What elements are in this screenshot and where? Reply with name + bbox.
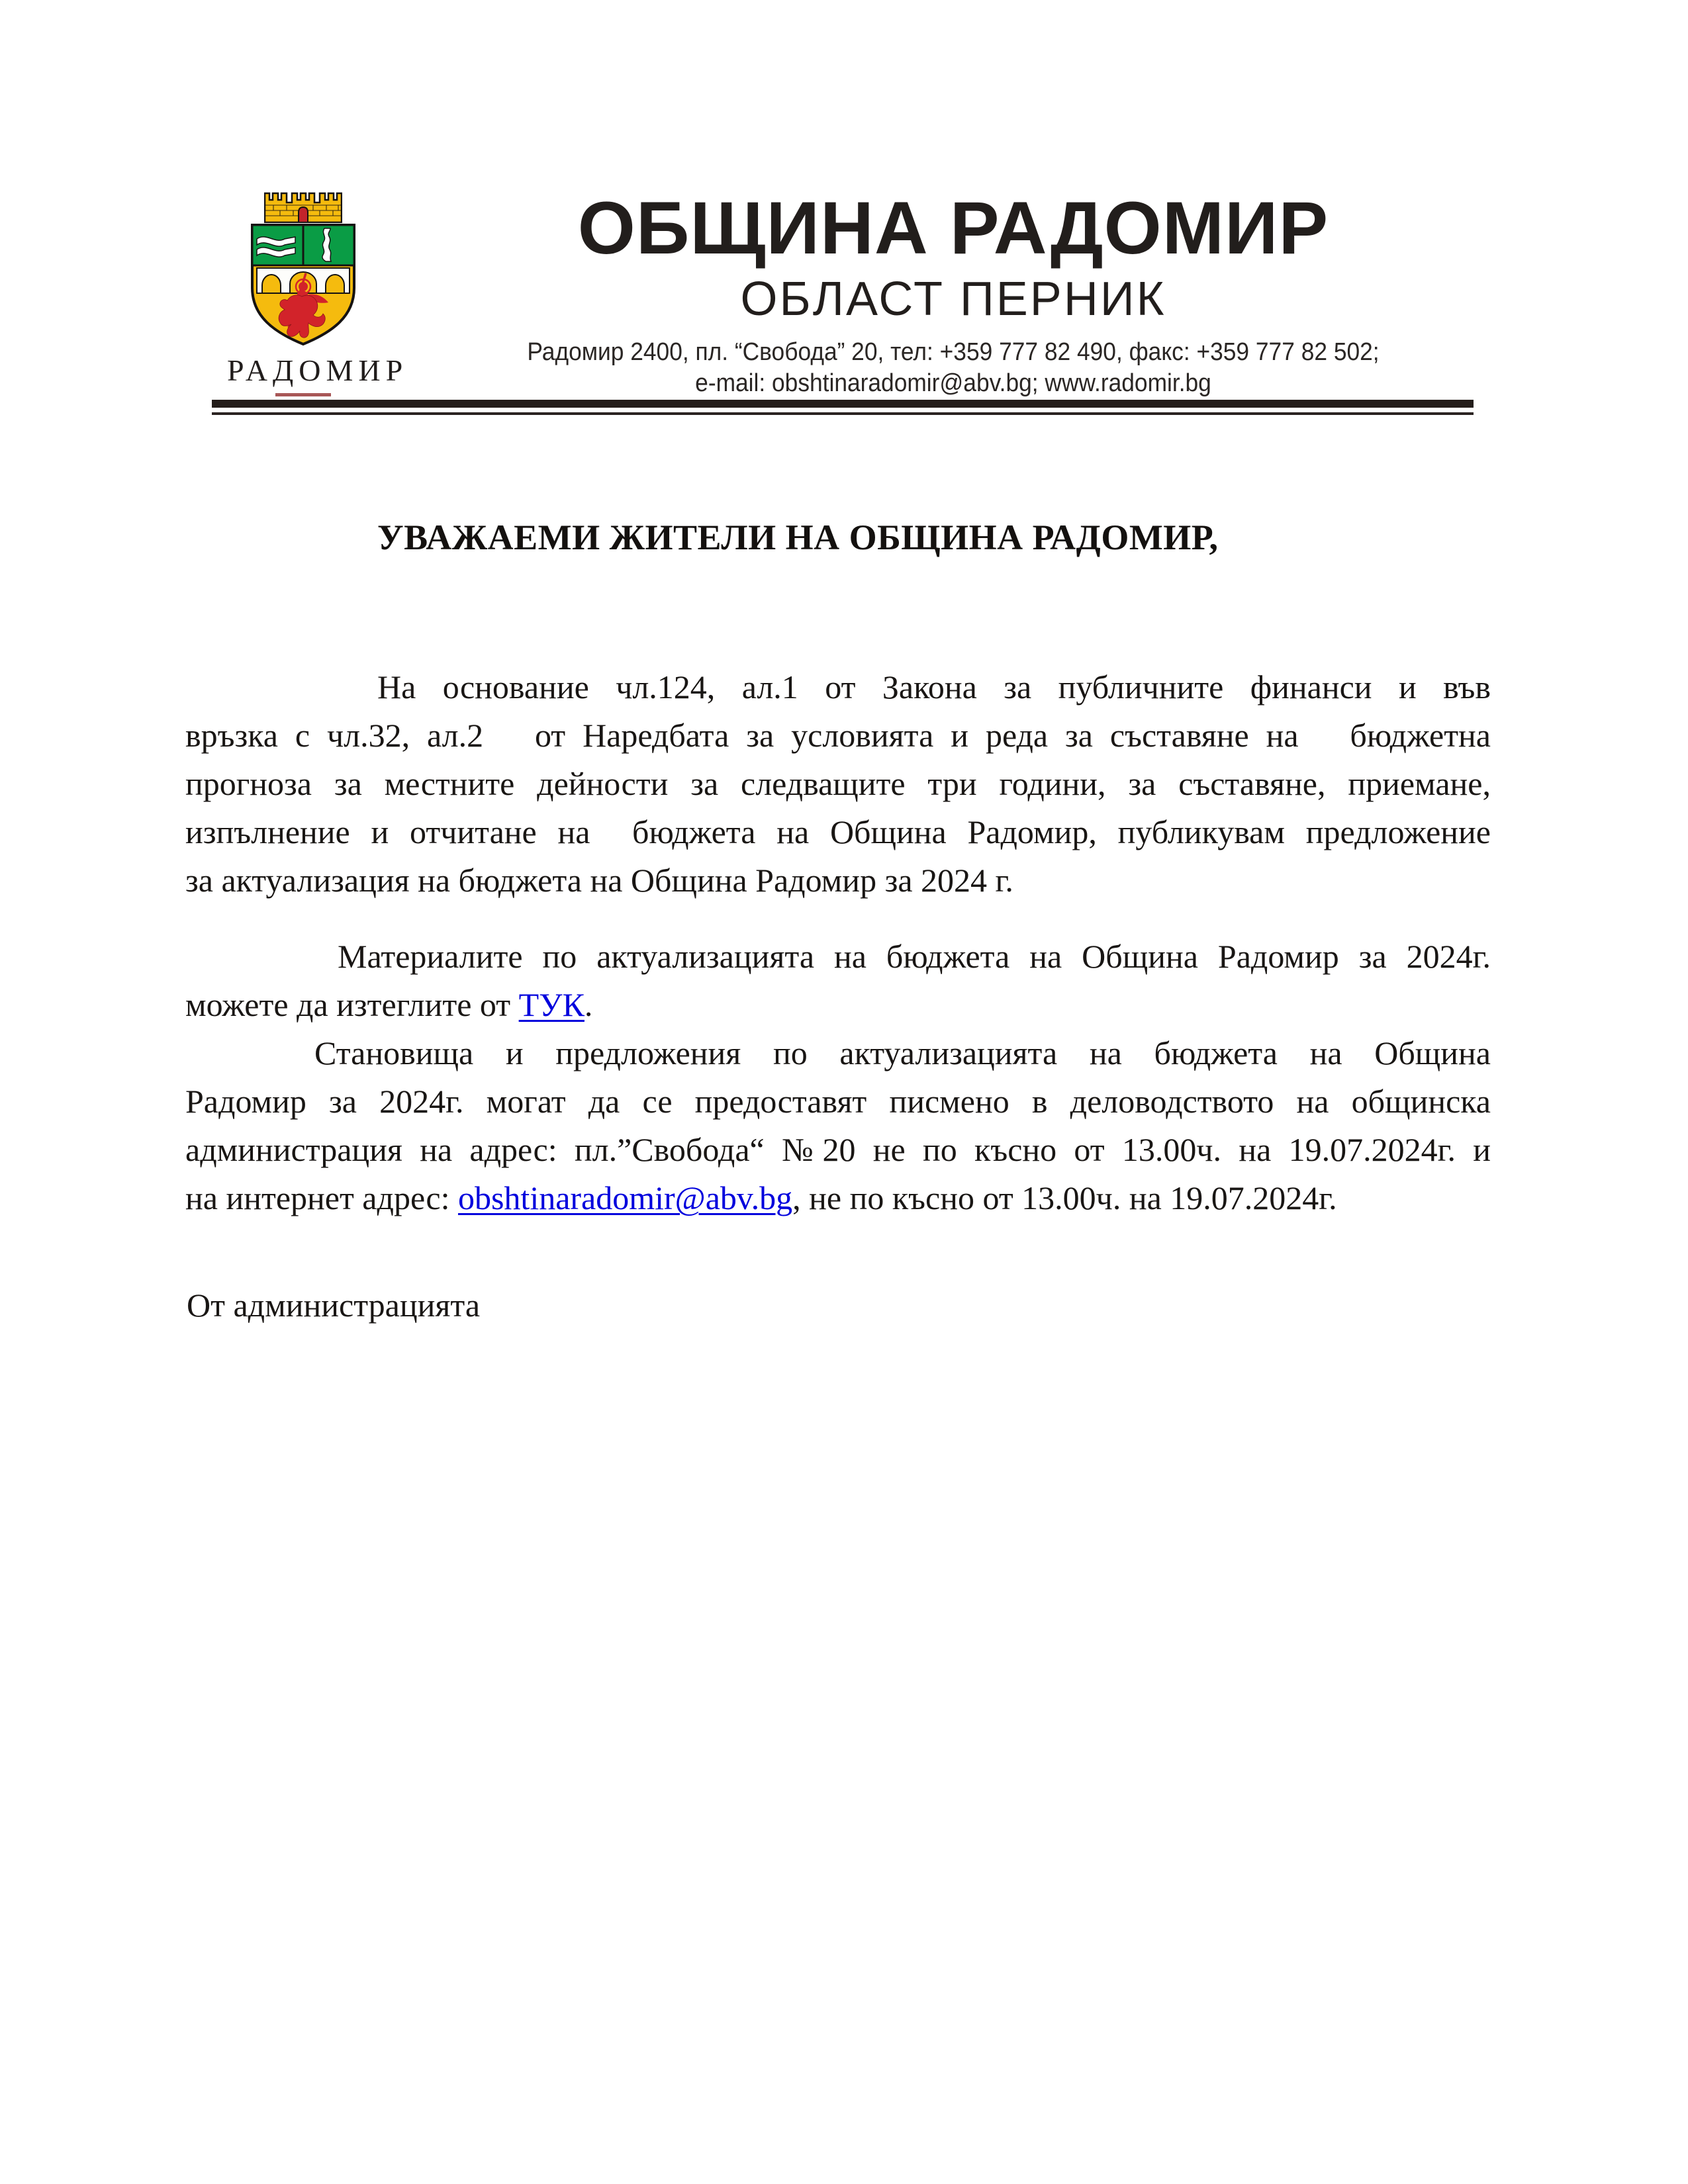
region-subtitle: ОБЛАСТ ПЕРНИК xyxy=(740,273,1166,326)
text-line xyxy=(185,760,1491,808)
letter-body xyxy=(185,663,1491,1222)
letterhead xyxy=(397,187,1509,399)
signature: От администрацията xyxy=(187,1287,481,1324)
shield-icon xyxy=(250,223,356,346)
divider-thin-line xyxy=(212,412,1474,415)
logo-red-underline xyxy=(275,393,331,396)
divider-thick-line xyxy=(212,400,1474,408)
text-segment: На основание чл.124, ал.1 от Закона за публичните финанси и във xyxy=(377,668,1491,705)
paragraph xyxy=(185,1029,1491,1222)
text-segment: връзка с чл.32, ал.2 от Наредбата за условията и реда за съставяне на бюджетна xyxy=(185,717,1491,754)
text-line xyxy=(185,933,1491,981)
text-line xyxy=(185,1174,1491,1222)
text-segment: изпълнение и отчитане на бюджета на Община Радомир, публикувам предложение xyxy=(185,813,1491,850)
text-line xyxy=(185,856,1491,905)
text-segment: администрация на адрес: пл.”Свобода“ №20 не по късно от 13.00ч. на 19.07.2024г. и xyxy=(185,1131,1491,1168)
text-line xyxy=(185,1077,1491,1126)
castle-crown-icon xyxy=(264,192,342,223)
text-segment: на интернет адрес: xyxy=(185,1179,458,1216)
header-divider xyxy=(212,400,1474,415)
municipality-title: ОБЩИНА РАДОМИР xyxy=(577,187,1329,269)
municipality-coat-of-arms xyxy=(227,192,408,396)
contact-address-phone: Радомир 2400, пл. “Свобода” 20, тел: +359 777 82 490, факс: +359 777 82 502; xyxy=(527,338,1380,366)
text-segment: можете да изтеглите от xyxy=(185,986,519,1023)
text-line xyxy=(185,711,1491,760)
logo-city-label: РАДОМИР xyxy=(227,353,408,387)
text-segment: Материалите по актуализацията на бюджета на Община Радомир за 2024г. xyxy=(338,938,1491,975)
text-line xyxy=(185,981,1491,1029)
paragraph xyxy=(185,663,1491,905)
text-segment: прогноза за местните дейности за следващите три години, за съставяне, приемане, xyxy=(185,765,1491,802)
email-link[interactable]: obshtinaradomir@abv.bg xyxy=(457,1179,793,1216)
contact-email-web: e-mail: obshtinaradomir@abv.bg; www.radomir.bg xyxy=(695,369,1211,397)
paragraph xyxy=(185,933,1491,1029)
contact-block xyxy=(436,337,1470,399)
text-line xyxy=(185,808,1491,856)
text-segment: Становища и предложения по актуализацията на бюджета на Община xyxy=(314,1034,1491,1071)
salutation: УВАЖАЕМИ ЖИТЕЛИ НА ОБЩИНА РАДОМИР, xyxy=(377,518,1219,557)
text-line xyxy=(185,1029,1491,1077)
download-link-tuk[interactable]: ТУК xyxy=(518,986,585,1023)
text-segment: . xyxy=(584,986,593,1023)
text-segment: за актуализация на бюджета на Община Радомир за 2024 г. xyxy=(185,862,1013,899)
text-line xyxy=(185,663,1491,711)
text-segment: , не по късно от 13.00ч. на 19.07.2024г. xyxy=(792,1179,1337,1216)
text-line xyxy=(185,1126,1491,1174)
text-segment: Радомир за 2024г. могат да се предоставят писмено в деловодството на общинска xyxy=(185,1083,1491,1120)
